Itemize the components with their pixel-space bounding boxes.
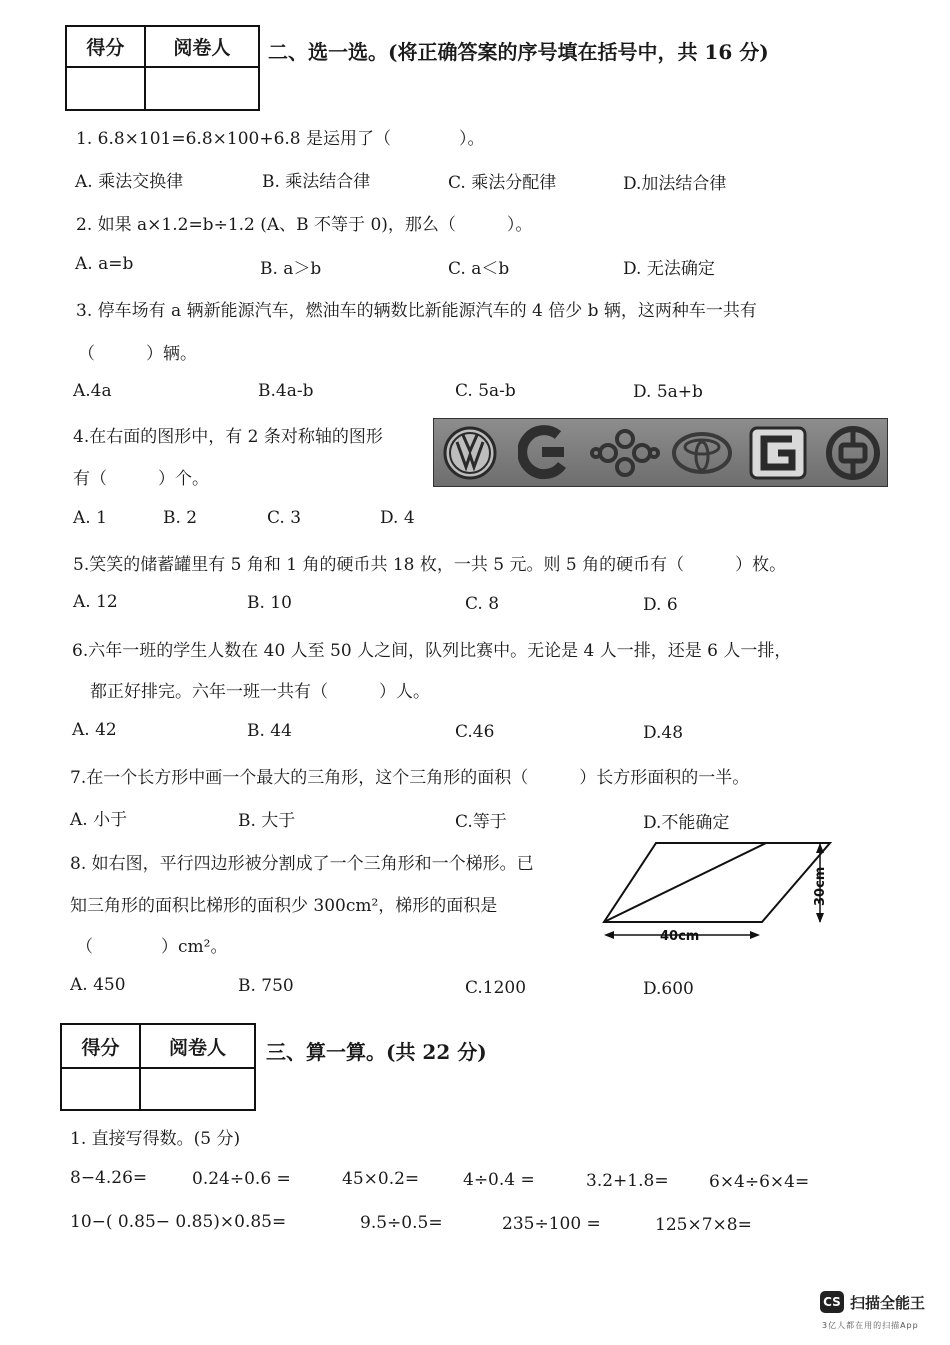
q8-option-a: A. 450 — [70, 975, 126, 995]
grader-cell — [140, 1068, 255, 1110]
score-table-section2 — [65, 25, 260, 111]
q1-option-d: D.加法结合律 — [623, 174, 727, 194]
q2-option-c: C. a＜b — [448, 259, 510, 279]
q8-option-d: D.600 — [643, 979, 694, 999]
calc-1-2: 0.24÷0.6 = — [192, 1169, 291, 1189]
calc-1-6: 6×4÷6×4= — [709, 1172, 810, 1192]
score-header: 得分 — [66, 26, 145, 67]
q4-option-a: A. 1 — [73, 508, 107, 528]
calc-2-2: 9.5÷0.5= — [360, 1213, 443, 1233]
ccb-logo-icon — [518, 425, 574, 481]
score-table-section3 — [60, 1023, 256, 1111]
q3-stem-line2: （ ）辆。 — [78, 344, 197, 364]
volkswagen-logo-icon — [442, 425, 498, 481]
q4-option-d: D. 4 — [380, 508, 415, 528]
q7-option-d: D.不能确定 — [643, 813, 730, 833]
score-cell — [66, 67, 145, 110]
q7-option-a: A. 小于 — [70, 810, 128, 830]
q2-option-d: D. 无法确定 — [623, 259, 715, 279]
footer-tagline: 3亿人都在用的扫描App — [822, 1321, 919, 1330]
q3-stem-line1: 3. 停车场有 a 辆新能源汽车，燃油车的辆数比新能源汽车的 4 倍少 b 辆，这两种车一共有 — [76, 301, 757, 321]
parallelogram-figure — [598, 836, 838, 946]
q7-stem: 7.在一个长方形中画一个最大的三角形，这个三角形的面积（ ）长方形面积的一半。 — [70, 768, 750, 788]
score-header: 得分 — [61, 1024, 140, 1068]
q5-option-b: B. 10 — [247, 593, 292, 613]
calc-2-3: 235÷100 = — [502, 1214, 601, 1234]
calc-2-1: 10−( 0.85− 0.85)×0.85= — [70, 1212, 287, 1232]
sub1-heading: 1. 直接写得数。(5 分) — [70, 1129, 241, 1149]
calc-1-3: 45×0.2= — [342, 1169, 420, 1189]
section3-title: 三、算一算。(共 22 分) — [266, 1040, 487, 1064]
bank-of-china-logo-icon — [824, 425, 882, 481]
q1-option-c: C. 乘法分配律 — [448, 173, 557, 193]
logo-strip — [433, 418, 888, 487]
q3-option-a: A.4a — [73, 381, 112, 401]
q1-option-a: A. 乘法交换律 — [75, 172, 184, 192]
base-label: 40cm — [660, 929, 700, 944]
toyota-logo-icon — [670, 425, 734, 481]
grader-cell — [145, 67, 259, 110]
q8-option-b: B. 750 — [238, 976, 294, 996]
footer-app-name: 扫描全能王 — [850, 1294, 926, 1312]
q6-option-b: B. 44 — [247, 721, 292, 741]
q8-stem-line3: （ ）cm²。 — [76, 937, 228, 957]
q1-stem: 1. 6.8×101=6.8×100+6.8 是运用了（ ）。 — [76, 129, 485, 149]
q2-option-b: B. a＞b — [260, 259, 322, 279]
q7-option-c: C.等于 — [455, 812, 507, 832]
q2-option-a: A. a=b — [75, 254, 134, 274]
q4-option-b: B. 2 — [163, 508, 198, 528]
calc-1-5: 3.2+1.8= — [586, 1171, 669, 1191]
q6-stem-line1: 6.六年一班的学生人数在 40 人至 50 人之间，队列比赛中。无论是 4 人一排，还是 6 人一排， — [72, 641, 792, 661]
grader-header: 阅卷人 — [140, 1024, 255, 1068]
q6-option-c: C.46 — [455, 722, 495, 742]
camscanner-logo-icon: CS — [820, 1291, 844, 1313]
q4-stem-line1: 4.在右面的图形中，有 2 条对称轴的图形 — [73, 427, 383, 447]
q2-stem: 2. 如果 a×1.2=b÷1.2 (A、B 不等于 0)，那么（ ）。 — [76, 215, 533, 235]
q8-stem-line1: 8. 如右图，平行四边形被分割成了一个三角形和一个梯形。已 — [70, 854, 534, 874]
grader-header: 阅卷人 — [145, 26, 259, 67]
q8-stem-line2: 知三角形的面积比梯形的面积少 300cm²，梯形的面积是 — [70, 896, 498, 916]
score-cell — [61, 1068, 140, 1110]
q3-option-d: D. 5a+b — [633, 382, 703, 402]
q1-option-b: B. 乘法结合律 — [262, 172, 371, 192]
section2-title: 二、选一选。(将正确答案的序号填在括号中，共 16 分) — [268, 40, 769, 64]
q5-option-c: C. 8 — [465, 594, 500, 614]
bank-of-communications-logo-icon — [748, 425, 808, 481]
height-label: 30cm — [813, 866, 828, 906]
q5-stem: 5.笑笑的储蓄罐里有 5 角和 1 角的硬币共 18 枚，一共 5 元。则 5 角的硬币有（ ）枚。 — [73, 555, 787, 575]
q4-stem-line2: 有（ ）个。 — [73, 469, 209, 489]
calc-2-4: 125×7×8= — [655, 1215, 752, 1235]
q7-option-b: B. 大于 — [238, 811, 296, 831]
q5-option-a: A. 12 — [73, 592, 118, 612]
calc-1-1: 8−4.26= — [70, 1168, 148, 1188]
q5-option-d: D. 6 — [643, 595, 678, 615]
q6-option-a: A. 42 — [72, 720, 117, 740]
q3-option-b: B.4a-b — [258, 381, 314, 401]
q4-option-c: C. 3 — [267, 508, 302, 528]
q6-stem-line2: 都正好排完。六年一班一共有（ ）人。 — [90, 682, 430, 702]
q6-option-d: D.48 — [643, 723, 684, 743]
calc-1-4: 4÷0.4 = — [463, 1170, 535, 1190]
china-unicom-logo-icon — [590, 425, 660, 481]
q8-option-c: C.1200 — [465, 978, 527, 998]
q3-option-c: C. 5a-b — [455, 381, 516, 401]
